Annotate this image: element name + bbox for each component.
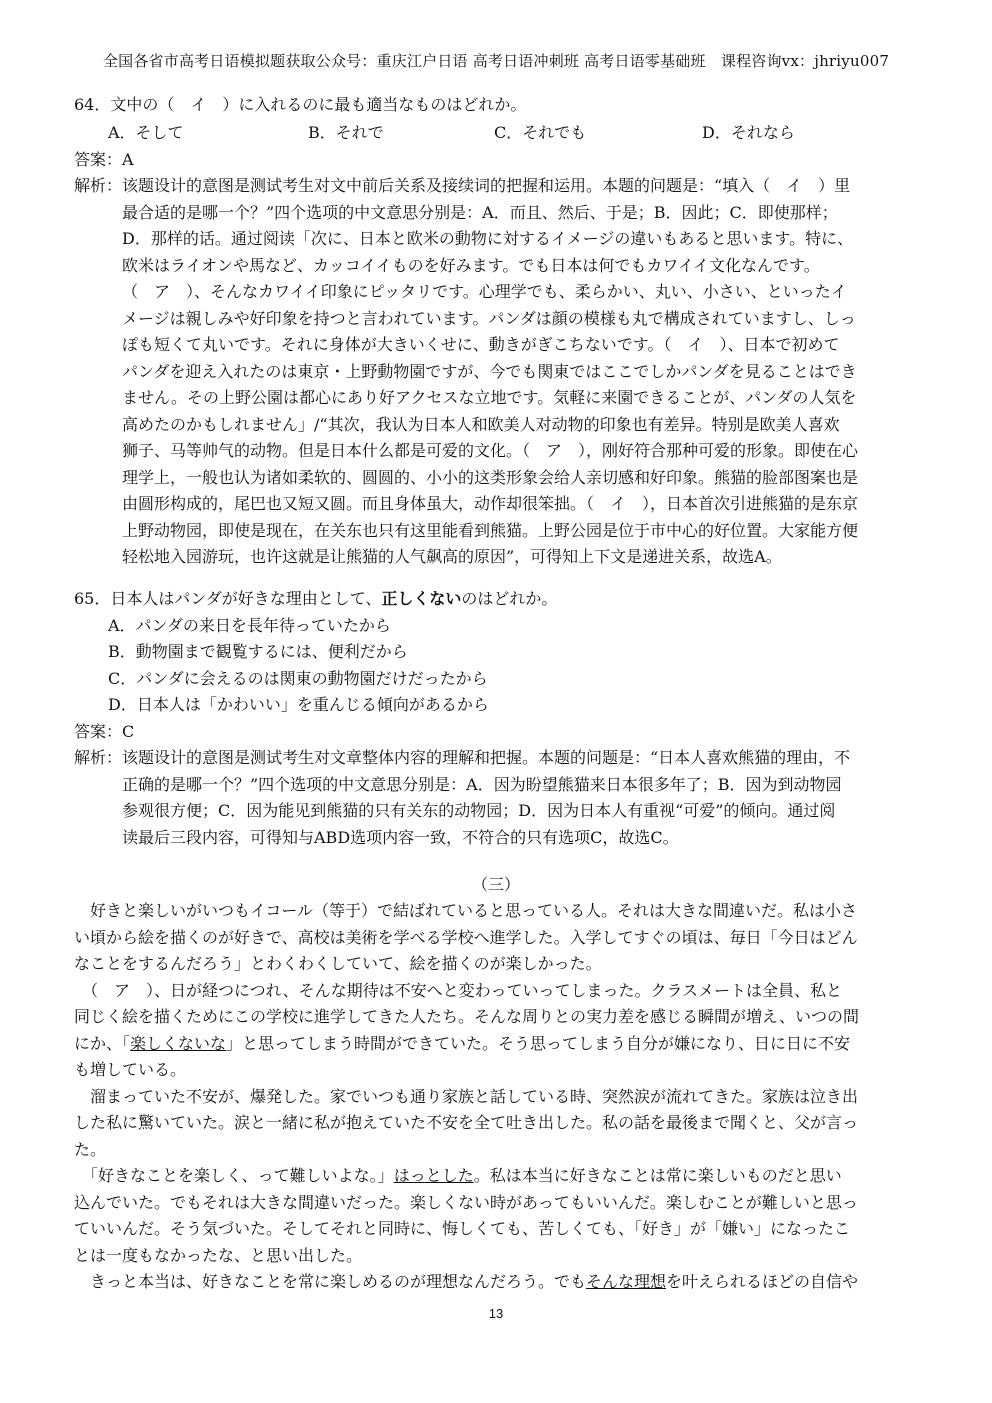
question-65-analysis	[74, 745, 924, 851]
question-64	[74, 92, 924, 571]
analysis-line: 上野动物园，即使是现在，在关东也只有这里能看到熊猫。上野公园是位于市中心的好位置。大家能方便	[122, 520, 859, 540]
passage-line	[74, 1163, 924, 1190]
underlined-phrase: 楽しくないな	[130, 1033, 227, 1053]
analysis-body	[122, 745, 850, 851]
analysis-line: パンダを迎え入れたのは東京・上野動物園ですが、今でも関東ではここでしかパンダを見ることはでき	[122, 361, 857, 381]
question-65-answer: 答案：C	[74, 721, 135, 741]
passage-line: とは一度もなかったな、と思い出した。	[74, 1245, 363, 1265]
passage-text: 「好きなことを楽しく、って難しいよな。」	[74, 1166, 394, 1185]
passage-line	[74, 1269, 924, 1296]
analysis-label: 解析：	[74, 748, 122, 767]
passage-text: にか、「	[74, 1033, 131, 1053]
analysis-line: 狮子、马等帅气的动物。但是日本什么都是可爱的文化。（ ア ），刚好符合那种可爱的形象。即使在心	[122, 441, 859, 460]
analysis-body	[122, 173, 858, 571]
passage-line: 込んでいた。でもそれは大きな間違いだった。楽しくない時があってもいいんだ。楽しむことが難しいと思っ	[74, 1192, 858, 1212]
analysis-label: 解析：	[74, 176, 122, 195]
question-65	[74, 586, 924, 851]
passage-line: 同じく絵を描くためにこの学校に進学してきた人たち。そんな周りとの実力差を感じる瞬間が増え、いつの間	[74, 1007, 859, 1026]
analysis-line: 参观很方便；C．因为能见到熊猫的只有关东的动物园；D．因为日本人有重视“可爱”的倾向。通过阅	[122, 801, 836, 820]
underlined-phrase: はっとした	[393, 1166, 474, 1185]
question-64-answer: 答案：A	[74, 149, 134, 169]
analysis-line: 由圆形构成的，尾巴也又短又圆。而且身体虽大，动作却很笨拙。（ イ ），日本首次引进熊猫的是东京	[122, 494, 859, 513]
question-64-analysis	[74, 173, 924, 571]
analysis-line: ぽも短くて丸いです。それに身体が大きいくせに、動きがぎこちないです。（ イ ）、日本で初めて	[122, 335, 840, 354]
passage-line: した私に驚いていた。涙と一緒に私が抱えていた不安を全て吐き出した。私の話を最後まで聞くと、父が言っ	[74, 1113, 859, 1132]
passage-line: ていいんだ。そう気づいた。そしてそれと同時に、悔しくても、苦しくても、「好き」が「嫌い」になったこ	[74, 1219, 851, 1238]
underlined-phrase: そんな理想	[586, 1272, 667, 1291]
passage-line: も増している。	[74, 1060, 187, 1079]
analysis-line: 理学上，一般也认为诸如柔软的、圆圆的、小小的这类形象会给人亲切感和好印象。熊猫的脸部图案也是	[122, 467, 859, 487]
analysis-line: ません。その上野公園は都心にあり好アクセスな立地です。気軽に来園できることが、パンダの人気を	[122, 388, 857, 407]
question-64-options	[74, 119, 924, 147]
passage-line: （ ア ）、日が経つにつれ、そんな期待は不安へと変わっていってしまった。クラスメートは全員、私と	[74, 980, 843, 1000]
question-65-text	[74, 586, 924, 613]
passage-text: を叶えられるほどの自信や	[666, 1272, 859, 1291]
analysis-line: 该题设计的意图是测试考生对文章整体内容的理解和把握。本题的问题是：“日本人喜欢熊猫的理由，不	[122, 748, 851, 767]
analysis-line: 该题设计的意图是测试考生对文中前后关系及接续词的把握和运用。本题的问题是：“填入（ イ ）里	[122, 176, 851, 195]
page-header: 全国各省市高考日语模拟题获取公众号：重庆江户日语 高考日语冲刺班 高考日语零基础班 课程咨询vx：jhriyu007	[102, 52, 890, 70]
question-65-post: のはどれか。	[461, 589, 558, 608]
analysis-line: 最合适的是哪一个？”四个选项的中文意思分别是：A．而且、然后、于是；B．因此；C．即使那样；	[122, 202, 838, 222]
option-d: D．それなら	[702, 122, 795, 142]
analysis-line: 轻松地入园游玩，也许这就是让熊猫的人气飙高的原因”，可得知上下文是递进关系，故选A。	[122, 547, 782, 566]
analysis-line: メージは親しみや好印象を持つと言われています。パンダは顔の模様も丸で構成されていますし、しっ	[122, 308, 856, 328]
analysis-line: 正确的是哪一个？”四个选项的中文意思分别是：A．因为盼望熊猫来日本很多年了；B．因为到动物园	[122, 774, 842, 794]
question-64-text: 64．文中の（ イ ）に入れるのに最も適当なものはどれか。	[74, 95, 527, 114]
option-c: C．パンダに会えるのは関東の動物園だけだったから	[108, 668, 488, 688]
option-a: A．パンダの来日を長年待っていたから	[108, 615, 391, 635]
analysis-line: 读最后三段内容，可得知与ABD选项内容一致，不符合的只有选项C，故选C。	[122, 827, 679, 847]
passage-line	[74, 1031, 924, 1058]
analysis-line: 欧米はライオンや馬など、カッコイイものを好みます。でも日本は何でもカワイイ文化なんです。	[122, 255, 820, 275]
passage-line: なことをするんだろう」とわくわくしていて、絵を描くのが楽しかった。	[74, 954, 602, 973]
option-d: D．日本人は「かわいい」を重んじる傾向があるから	[108, 695, 489, 714]
question-65-emphasis: 正しくない	[381, 589, 462, 608]
analysis-line: D．那样的话。通过阅读「次に、日本と欧米の動物に対するイメージの違いもあると思います。特に、	[122, 229, 854, 248]
option-b: B．それで	[308, 122, 384, 142]
page-number: 13	[488, 1306, 504, 1321]
question-65-pre: 65．日本人はパンダが好きな理由として、	[74, 589, 382, 608]
option-b: B．動物園まで観覧するには、便利だから	[108, 642, 408, 661]
passage-text: 。私は本当に好きなことは常に楽しいものだと思い	[473, 1166, 842, 1185]
option-c: C．それでも	[494, 122, 587, 142]
analysis-line: （ ア ）、そんなカワイイ印象にピッタリです。心理学でも、柔らかい、丸い、小さい、といったイ	[122, 282, 847, 301]
section-title: （三）	[471, 875, 520, 894]
passage-line: た。	[74, 1139, 107, 1159]
passage-line: 溜まっていた不安が、爆発した。家でいつも通り家族と話している時、突然涙が流れてきた。家族は泣き出	[74, 1086, 859, 1106]
passage-line: い頃から絵を描くのが好きで、高校は美術を学べる学校へ進学した。入学してすぐの頃は、毎日「今日はどん	[74, 927, 858, 947]
reading-passage	[74, 898, 924, 1296]
option-a: A．そして	[108, 122, 184, 142]
analysis-line: 高めたのかもしれません」/“其次，我认为日本人和欧美人对动物的印象也有差异。特别是欧美人喜欢	[122, 414, 840, 434]
passage-text: 」と思ってしまう時間ができていた。そう思ってしまう自分が嫌になり、日に日に不安	[226, 1033, 851, 1053]
passage-line: 好きと楽しいがいつもイコール（等于）で結ばれていると思っている人。それは大きな間違いだ。私は小さ	[74, 901, 858, 920]
passage-text: きっと本当は、好きなことを常に楽しめるのが理想なんだろう。でも	[74, 1272, 587, 1291]
